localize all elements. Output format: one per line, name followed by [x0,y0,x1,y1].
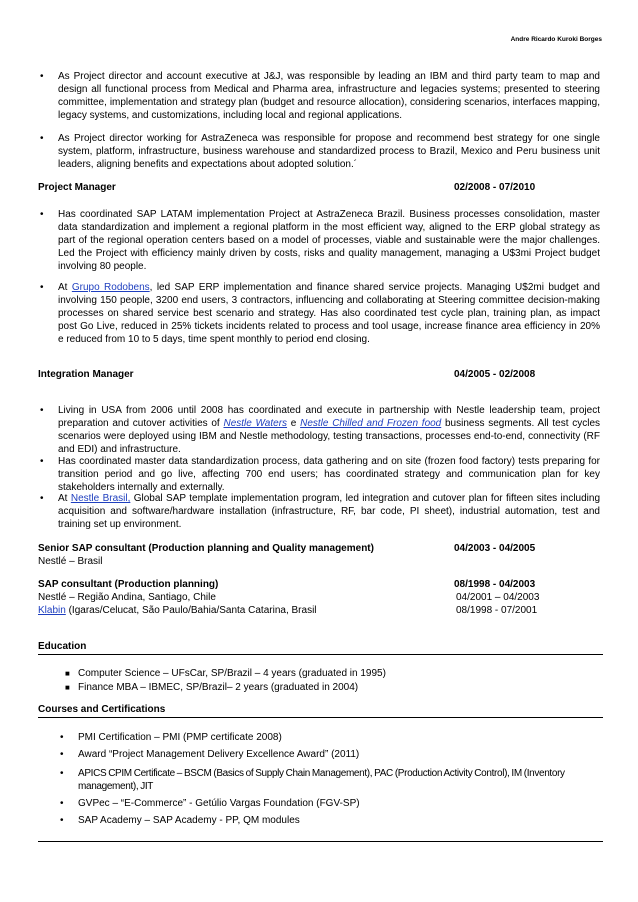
list-item [60,748,600,761]
klabin-link[interactable]: Klabin [38,605,66,616]
job-dates: 08/1998 - 04/2003 [454,579,536,590]
list-item [40,455,600,494]
section-courses [38,703,603,718]
job-dates: 04/2005 - 02/2008 [454,369,536,380]
company-line: Klabin (Igaras/Celucat, São Paulo/Bahia/Santa Catarina, Brasil 08/1998 - 07/2001 [38,605,538,616]
bullet-text: Living in USA from 2006 until 2008 has coordinated and execute in partnership with Nestle leadership team, project preparation and cutover activities of Nestle Waters e Nestle Chilled and Frozen food business segments. All test cycles scenarios were deployed using IBM and Nestle methodology, testing transactions, processes end-to-end, connectivity (RF and EDI) and infrastructure. [58,405,601,455]
bullet-dot-icon: • [60,815,64,826]
nestle-chilled-frozen-link[interactable]: Nestle Chilled and Frozen food [300,418,442,429]
job-heading [38,578,603,591]
square-bullet-icon: ■ [65,683,70,692]
header-name: Andre Ricardo Kuroki Borges [510,36,602,43]
list-item [40,281,600,346]
list-item [40,492,600,531]
bullet-text: Has coordinated SAP LATAM implementation Project at AstraZeneca Brazil. Business processes consolidation, master data standardization and implement a regional platform in the most efficient way, aligned to the ERP global strategy as part of the regional operation centers based on a model of processes, viable and sustainable were the major challenges. Led the Project with efficiency mainly driven by costs, risks and quality management, managing a U$3mi Project budget involving 80 people. [58,209,600,272]
section-title: Courses and Certifications [38,704,166,715]
bullet-text: As Project director working for AstraZeneca was responsible for propose and recommend best strategy for one single system, platform, infrastructure, business warehouse and standardized process to Brazil, Mexico and Peru business unit leaders, aligning benefits and expectations about adopted solution.´ [58,133,600,170]
nestle-waters-link[interactable]: Nestle Waters [223,418,288,429]
list-item [40,667,600,680]
list-item [60,814,600,827]
job-title: Senior SAP consultant (Production planning and Quality management) [38,543,374,554]
bullet-dot-icon: • [40,133,44,144]
bullet-text: As Project director and account executive at J&J, was responsible by leading an IBM and third party team to map and design all functional process from Medical and Pharma area, infrastructure and legacies systems; presented to steering committee, implementation and strategy plan (budget and resource allocation), considering scenarios, interfaces mapping, legacy systems, and customizations, including local and regional applications. [58,71,600,121]
bullet-text: Finance MBA – IBMEC, SP/Brazil– 2 years (graduated in 2004) [78,682,359,693]
list-item [40,70,600,122]
bullet-dot-icon: • [60,732,64,743]
job-dates: 04/2001 – 04/2003 [456,592,540,603]
bullet-text: Has coordinated master data standardization process, data gathering and on site (frozen food factory) tests preparing for transition period and go live, affecting 700 end users; has coordinated strategy and communication plan for key stakeholders internally and externally. [58,456,600,493]
bullet-dot-icon: • [40,493,44,504]
list-item [40,132,600,171]
bullet-text: At Nestle Brasil, Global SAP template implementation program, led integration and cutover plan for fifteen sites including acquisition and software/hardware installation (infrastructure, RF, bar code, PI sheet), industrial automation, test and training set up environment. [58,493,601,530]
bullet-text: SAP Academy – SAP Academy - PP, QM modules [78,815,300,826]
job-title: SAP consultant (Production planning) [38,579,219,590]
nestle-brasil-link[interactable]: Nestle Brasil, [70,493,131,504]
job-dates: 04/2003 - 04/2005 [454,543,536,554]
job-heading [38,368,603,381]
company-line: Nestlé – Região Andina, Santiago, Chile 04/2001 – 04/2003 [38,592,540,603]
section-title: Education [38,641,87,652]
job-heading [38,542,603,555]
list-item [40,404,600,456]
bullet-dot-icon: • [60,768,64,779]
job-dates: 08/1998 - 07/2001 [456,605,538,616]
bullet-dot-icon: • [40,71,44,82]
list-item [60,767,580,793]
bullet-text: At Grupo Rodobens, led SAP ERP implementation and finance shared service projects. Managing U$2mi budget and involving 150 people, 3200 end users, 3 contractors, influencing and collaborating at Steering committee decision-making processes on shared service best scenario and strategy. Has also coordinated test cycle plan, training plan, as impact post Go Live, reduced in 25% tickets incidents related to process and tool usage, increase finance area efficiency in 20% e reduced from 10 to 5 days, time spent monthly to period end closing. [58,282,600,345]
list-item [40,208,600,273]
list-item [60,797,600,810]
bullet-text: GVPec – “E-Commerce” - Getúlio Vargas Foundation (FGV-SP) [78,798,360,809]
section-education [38,640,603,655]
bullet-text: PMI Certification – PMI (PMP certificate 2008) [78,732,282,743]
list-item [40,681,600,694]
bullet-text: Award “Project Management Delivery Excellence Award” (2011) [78,749,360,760]
bullet-dot-icon: • [40,405,44,416]
job-dates: 02/2008 - 07/2010 [454,182,536,193]
bottom-divider [38,841,603,842]
bullet-dot-icon: • [60,798,64,809]
job-title: Integration Manager [38,369,134,380]
job-heading [38,181,603,194]
square-bullet-icon: ■ [65,669,70,678]
grupo-rodobens-link[interactable]: Grupo Rodobens [71,282,150,293]
bullet-dot-icon: • [60,749,64,760]
bullet-text: Computer Science – UFsCar, SP/Brazil – 4 years (graduated in 1995) [78,668,386,679]
bullet-dot-icon: • [40,209,44,220]
bullet-dot-icon: • [40,456,44,467]
company-line: Nestlé – Brasil [38,556,103,567]
bullet-dot-icon: • [40,282,44,293]
bullet-text: APICS CPIM Certificate – BSCM (Basics of Supply Chain Management), PAC (Production Activity Control), IM (Inventory management), JIT [78,768,565,792]
list-item [60,731,600,744]
job-title: Project Manager [38,182,116,193]
